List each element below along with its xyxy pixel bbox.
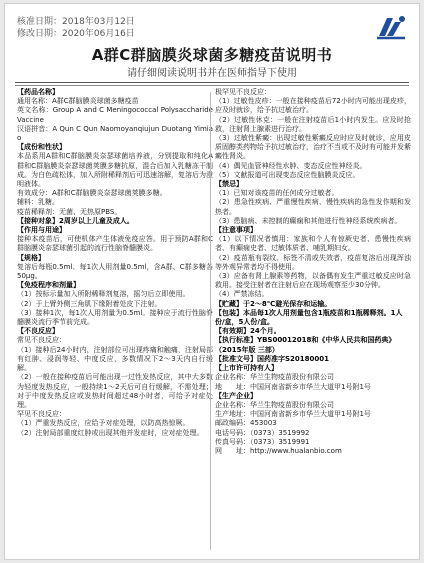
paragraph: 接种本疫苗后，可使机体产生体液免疫应答。用于预防A群和C群脑膜炎奈瑟球菌引起的流行性脑脊髓膜炎。 xyxy=(17,235,213,253)
paragraph: （4）偶见血管神经性水肿、变态反应性神经炎。 xyxy=(215,161,367,170)
paragraph: 常见不良反应： xyxy=(17,336,66,345)
section-heading: 【禁忌】 xyxy=(215,180,243,189)
paragraph: 疫苗稀释剂：无菌、无热原PBS。 xyxy=(17,207,122,216)
document-title: A群C群脑膜炎球菌多糖疫苗说明书 xyxy=(91,46,333,64)
section-heading: 【批准文号】国药准字S20180001 xyxy=(215,354,330,363)
section-heading: 【作用与用途】 xyxy=(17,226,66,235)
paragraph: 邮政编码：453003 xyxy=(215,419,277,428)
section-heading: 【上市许可持有人】 xyxy=(215,364,278,373)
paragraph: 辅料：乳糖。 xyxy=(17,198,59,207)
right-column xyxy=(215,88,411,553)
section-heading: 【包装】本品每1次人用剂量包含1瓶疫苗和1瓶稀释剂。1人份/盒，5人份/盒。 xyxy=(215,308,403,327)
paragraph: （2）一般在接种疫苗后可能出现一过性发热反应，其中大多数为轻度发热反应，一般持续1～2天后可自行缓解，不需处理；对于中度发热反应或发热时间超过48小时者，可给予对症处理。 xyxy=(17,373,213,409)
paragraph: （2）注射局部重度红肿或出现其他并发症时，应对症处理。 xyxy=(17,428,204,437)
paragraph: 电话号码：（0373）3519992 xyxy=(215,428,310,437)
paragraph: 英文名称：Group A and C Meningococcal Polysaccharide Vaccine xyxy=(17,106,213,124)
paragraph: 地 址：中国河南省新乡市华兰大道甲1号附1号 xyxy=(215,382,371,391)
paragraph: 企业名称：华兰生物疫苗股份有限公司 xyxy=(215,373,334,382)
paragraph: （1）严重发热反应，应给予对症处理，以防高热惊厥。 xyxy=(17,419,190,428)
paragraph: （1）接种后24小时内，注射部位可出现疼痛和触痛，注射局部有红肿、浸润等轻、中度反应，多数情况下2～3天内自行缓解。 xyxy=(17,345,213,373)
revision-date: 修改日期：2020年06月16日 xyxy=(17,29,135,39)
date-block xyxy=(17,16,135,40)
paragraph: 罕见不良反应： xyxy=(17,410,66,419)
paragraph: （3）接种1次，每1次人用剂量为0.5ml。接种应于流行性脑脊髓膜炎流行季节前完成。 xyxy=(17,308,213,327)
document-subtitle: 请仔细阅读说明书并在医师指导下使用 xyxy=(127,68,297,79)
paragraph: 极罕见不良反应： xyxy=(215,88,271,96)
section-heading: 【不良反应】 xyxy=(17,327,59,336)
leaflet-page xyxy=(4,3,420,560)
paragraph: 企业名称：华兰生物疫苗股份有限公司 xyxy=(215,400,334,409)
paragraph: 生产地址：中国河南省新乡市华兰大道甲1号附1号 xyxy=(215,410,371,419)
paragraph: （3）患脑病、未控制的癫痫和其他进行性神经系统疾病者。 xyxy=(215,216,402,225)
paragraph: （2）患急性疾病、严重慢性疾病、慢性疾病的急性发作期和发热者。 xyxy=(215,198,411,216)
paragraph: （1）以下情况者慎用：家族和个人有惊厥史者、患慢性疾病者、有癫痫史者、过敏体质者、哺乳期妇女。 xyxy=(215,235,411,253)
section-heading: 【有效期】24个月。 xyxy=(215,327,281,336)
paragraph: （1）按标示量加入所附稀释剂复溶，摇匀后立即使用。 xyxy=(17,290,190,299)
section-heading: 【接种对象】2周岁以上儿童及成人。 xyxy=(17,216,134,225)
paragraph: 通用名称：A群C群脑膜炎球菌多糖疫苗 xyxy=(17,97,139,106)
paragraph: 网 址：http://www.hualanbio.com xyxy=(215,446,342,455)
paragraph: （3）过敏性紫癜：出现过敏性紫癜反应时应及时就诊，应用皮质固醇类药物给予抗过敏治疗，治疗不当或不及时有可能并发紫癜性肾炎。 xyxy=(215,134,411,161)
paragraph: 本品系用A群和C群脑膜炎奈瑟球菌培养液，分别提取和纯化A群和C群脑膜炎奈瑟球菌荚膜多糖抗原，混合后加入乳糖冻干制成。为白色疏松体，加入所附稀释剂后可迅速溶解，复溶后为澄明液体。 xyxy=(17,152,213,189)
paragraph: （3）应备有肾上腺素等药物，以备偶有发生严重过敏反应时急救用。接受注射者在注射后应在现场观察至少30分钟。 xyxy=(215,272,411,290)
section-heading: 【规格】 xyxy=(17,253,45,262)
paragraph: （2）过敏性休克：一般在注射疫苗后1小时内发生。应及时抢救，注射肾上腺素进行治疗。 xyxy=(215,115,411,133)
section-heading: 【执行标准】YBS00012018和《中华人民共和国药典》（2015年版 三部） xyxy=(215,336,396,354)
paragraph: （1）已知对该疫苗的任何成分过敏者。 xyxy=(215,189,339,198)
paragraph: （2）于上臂外侧三角肌下缘附着处皮下注射。 xyxy=(17,299,162,308)
section-heading: 【成份和性状】 xyxy=(17,143,66,152)
section-heading: 【生产企业】 xyxy=(215,391,257,400)
paragraph: （5）文献报道可出现变态反应性脑膜炎反应。 xyxy=(215,170,360,179)
paragraph: （1）过敏性皮疹：一般在接种疫苗后72小时内可能出现皮疹，应及时就诊，给予抗过敏治疗。 xyxy=(215,97,411,115)
header-rule-thin xyxy=(15,85,409,86)
paragraph: 有效成分：A群和C群脑膜炎奈瑟球菌荚膜多糖。 xyxy=(17,189,167,198)
header-rule xyxy=(15,82,409,83)
left-column xyxy=(17,88,213,553)
section-heading: 【药品名称】 xyxy=(17,88,59,96)
paragraph: （2）疫苗瓶有裂纹、标签不清或失效者，疫苗复溶后出现浑浊等外观异常者均不得使用。 xyxy=(215,253,411,271)
company-logo-icon xyxy=(373,12,409,42)
section-heading: 【免疫程序和剂量】 xyxy=(17,281,80,290)
paragraph: 传真号码：（0373）3519991 xyxy=(215,437,310,446)
column-divider xyxy=(210,92,211,550)
paragraph: 汉语拼音：A Qun C Qun Naomoyanqiujun Duotang Yimiao xyxy=(17,124,213,143)
paragraph: 复溶后每瓶0.5ml、每1次人用剂量0.5ml，含A群、C群多糖各50μg。 xyxy=(17,262,213,281)
section-heading: 【贮藏】于2～8℃避光保存和运输。 xyxy=(215,299,332,308)
approval-date: 核准日期：2018年03月12日 xyxy=(17,17,135,27)
paragraph: （4）严禁冻结。 xyxy=(215,290,269,299)
section-heading: 【注意事项】 xyxy=(215,226,257,235)
